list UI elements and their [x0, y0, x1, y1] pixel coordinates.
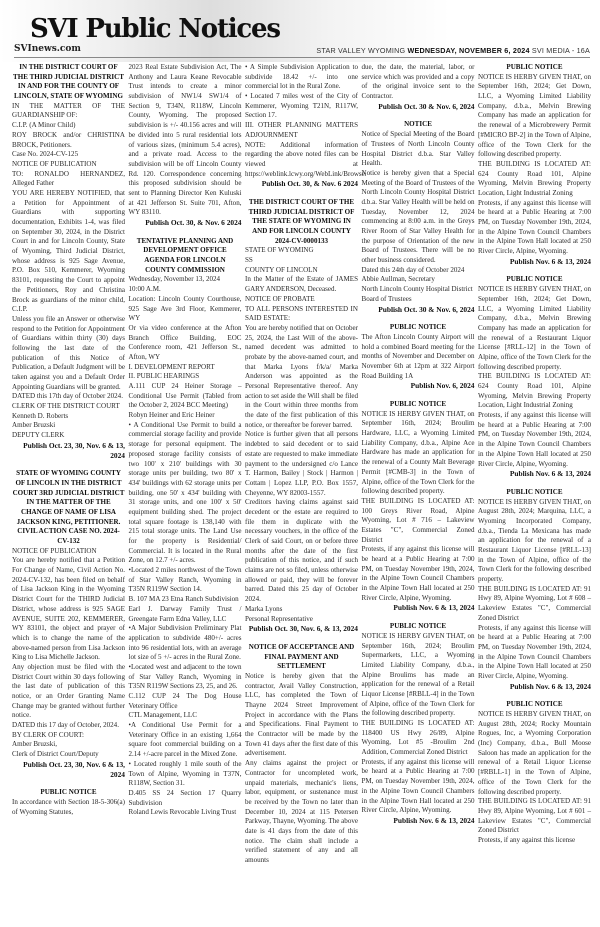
publish-dates: Publish Nov. 6 & 13, 2024 — [393, 603, 475, 613]
notice-paragraph: • Located 7 miles west of the City of Kemmerer, Wyoming T21N, R117W, Section 17. — [245, 92, 358, 120]
notice-paragraph: NOTE: Additional information regarding the above noted files can be viewed at https://weblink.lcwy.org/WebLink/Browse. — [245, 140, 367, 178]
notice-paragraph: Wednesday, November 13, 2024 — [128, 275, 221, 284]
notice-paragraph: Any claims against the project or Contractor for uncompleted work, unpaid materials, mechanic's liens, labor, equipment, or sustenance must be received by the Town no later than December 10, 2024 at 115 Petersen Parkway, Thayne, Wyoming. The above date is 41 days from the date of this notice. The claim shall include a verified statement of any and all amounts — [245, 759, 358, 864]
issue-date: WEDNESDAY, NOVEMBER 6, 2024 — [407, 46, 530, 55]
notice-paragraph: The Afton Lincoln County Airport will hold a combined Board meeting for the months of November and December on November 6th at 12pm at 322 Airport Road Building 1A — [361, 332, 475, 380]
notice-paragraph: NOTICE OF PUBLICATION — [12, 159, 97, 168]
notice-paragraph: NOTICE IS HERBY GIVEN THAT, on August 28th, 2024; Rocky Mountain Rogues, Inc, a Wyoming Corporation (Inc) Company, d.b.a., Bull Moose Saloon has made an application for the renewal of a Retail Liquor License [#RBLL-1] in the Town of Alpine, office of the Town Clerk for the following described property. — [478, 710, 591, 796]
publish-dates: Publish Nov. 6, 2024 — [410, 381, 475, 391]
publish-dates: Publish Nov. 6 & 13, 2024 — [509, 256, 591, 266]
notice-paragraph: Board of Trustees — [361, 294, 412, 303]
notice-heading: PUBLIC NOTICE — [389, 323, 447, 332]
notice-paragraph: Amber Bruzski, — [12, 740, 58, 749]
website-link[interactable]: SVInews.com — [14, 44, 81, 54]
notice-paragraph: STATE OF WYOMING — [245, 246, 314, 255]
publish-dates: Publish Oct. 30, Nov. 6, & 13, 2024 — [248, 624, 358, 634]
notices-columns — [12, 63, 592, 866]
notice-paragraph: II. PUBLIC HEARINGS — [128, 372, 200, 381]
notice-heading: PUBLIC NOTICE — [506, 275, 563, 284]
notice-paragraph: CTL Management, LLC — [128, 711, 197, 720]
notice-paragraph: Robyn Heiner and Eric Heiner — [128, 411, 215, 420]
notice-paragraph: C.I.P. (A Minor Child) — [12, 121, 76, 130]
notice-paragraph: TO ALL PERSONS INTERESTED IN SAID ESTATE: — [245, 304, 358, 323]
notice-paragraph: Notice of Special Meeting of the Board of Trustees of North Lincoln County Hospital District d.b.a. Star Valley Health. — [361, 130, 475, 168]
notice-paragraph: Roland Lewis Revocable Living Trust — [128, 808, 237, 817]
notice-paragraph: Protests, if any against this license will be heard at a Public Hearing at 7:00 PM, on Tuesday November 19th, 2024, in the Alpine Town Council Chambers in the Alpine Town Hall located at 250 River Circle, Alpine, Wyoming. — [478, 198, 591, 256]
notice-paragraph: due, the date, the material, labor, or service which was provided and a copy of the original invoice sent to the Contractor. — [361, 63, 475, 101]
notice-heading: STATE OF WYOMING COUNTY OF LINCOLN IN THE DISTRICT COURT 3RD JUDICIAL DISTRICT IN THE MATTER OF THE CHANGE OF NAME OF LISA JACKSON KING, PETITIONER. CIVIL ACTION CASE NO. 2024-CV-132 — [12, 469, 125, 545]
notice-heading: IN THE DISTRICT COURT OF THE THIRD JUDICIAL DISTRICT IN AND FOR THE COUNTY OF LINCOLN, STATE OF WYOMING — [13, 63, 124, 101]
notice-paragraph: Creditors having claims against said decedent or the estate are required to file them in duplicate with the necessary vouchers, in the office of the Clerk of said Court, on or before three months after the date of the first publication of this notice, and if such claims are not so filed, unless otherwise allowed or paid, they will be forever barred. Dated this 25 day of October 2024. — [245, 498, 358, 604]
column-2 — [129, 63, 242, 866]
notice-paragraph: Protests, if any against this license will be heard at a Public Hearing at 7:00 PM, on Tuesday November 19th, 2024, in the Alpine Town Council Chambers in the Alpine Town Hall located at 250 River Circle, Alpine, Wyoming. — [361, 545, 475, 602]
notice-paragraph: I. DEVELOPMENT REPORT — [128, 362, 215, 371]
notice-paragraph: Personal Representative — [245, 614, 313, 623]
publish-dates: Publish Nov. 6 & 13, 2024 — [393, 815, 475, 825]
notice-paragraph: Protests, if any against this license will be heard at a Public Hearing at 7:00 PM, on Tuesday November 19th, 2024, in the Alpine Town Council Chambers in the Alpine Town Hall located at 250 River Circle, Alpine, Wyoming. — [478, 623, 591, 680]
page-number: SVI MEDIA - 16A — [531, 46, 590, 55]
header-rule — [14, 57, 590, 58]
notice-paragraph: THE BUILDING IS LOCATED AT: 91 Hwy 89, Alpine Wyoming, Lot # 601 – Lakeview Estates "C", Commercial Zoned District — [478, 797, 591, 835]
column-1 — [12, 63, 125, 866]
notice-paragraph: Notice is hereby given that a Special Meeting of the Board of Trustees of the North Lincoln County Hospital District d.b.a. Star Valley Health will be held on Tuesday, November 12, 2024 commencing at 8:00 a.m. in the Greys River Room of Star Valley Health for the purpose of Orientation of the new Board of Trustees. There will be no other business considered. — [361, 168, 475, 265]
notice-paragraph: TO: RONALDO HERNANDEZ, Alleged Father — [12, 169, 125, 188]
publish-dates: Publish Oct. 30 & Nov. 6, 2024 — [378, 304, 475, 314]
notice-heading: PUBLIC NOTICE — [40, 788, 97, 797]
publish-dates: Publish Nov. 6 & 13, 2024 — [509, 469, 591, 479]
notice-paragraph: DATED this 17 day of October, 2024. — [12, 721, 119, 730]
notice-paragraph: •A Major Subdivision Preliminary Plat application to subdivide 480+/- acres into 96 residential lots, with an average lot size of 5 +/- acres in the Rural Zone. — [128, 624, 242, 662]
publish-dates: Publish Oct. 30 & Nov. 6, 2024 — [378, 101, 475, 111]
notice-paragraph: NOTICE OF PUBLICATION — [12, 546, 97, 555]
notice-paragraph: Clerk of District Court/Deputy — [12, 750, 99, 759]
notice-paragraph: 2023 Real Estate Subdivision Act, The Anthony and Laura Keane Revocable Trust intends to create a minor subdivision of NW1/4 SW1/4 of Section 9, T34N, R118W, Lincoln County, Wyoming. The proposed subdivision is +/- 40.156 acres and will be divided into 5 rural residential lots of various sizes, (minimum 5.4 acres), and a private road. Access to the subdivision will be off Lincoln County Rd. 120. Correspondence concerning this proposed subdivision should be sent to Planning Director Ken Kuluski at 421 Jefferson St. Suite 701, Afton, WY 83110. — [128, 63, 242, 217]
column-5 — [478, 63, 591, 866]
publish-dates: Publish Oct. 23, 30, Nov. 6 & 13, 2024 — [23, 759, 125, 779]
notice-paragraph: DEPUTY CLERK — [12, 431, 65, 440]
notice-paragraph: THE BUILDING IS LOCATED AT: 118400 US Hwy 26/89, Alpine Wyoming, Lot #5 -Broulim 2nd Addition, Commercial Zoned District — [361, 719, 475, 757]
notice-paragraph: Protests, if any against this license will be heard at a Public Hearing at 7:00 PM, on Tuesday November 19th, 2024, in the Alpine Town Council Chambers in the Alpine Town Hall located at 250 River Circle, Alpine, Wyoming. — [478, 411, 591, 468]
region: STAR VALLEY WYOMING — [316, 46, 406, 55]
notice-paragraph: Amber Bruzski — [12, 421, 56, 430]
notice-paragraph: YOU ARE HEREBY NOTIFIED, that a Petition for Appointment of Guardians with supporting documentation, Exhibits 1-4, was filed on September 30, 2024, in the District Court in and for Lincoln County, State of Wyoming, Third Judicial District, whose address is 925 Sage Avenue, P.O. Box 510, Kemmerer, Wyoming 83101, requesting the Court to appoint the Petitioners, Roy and Christina Brock as guardians of the minor child, C.I.P. — [12, 188, 125, 314]
notice-paragraph: •Located 2 miles northwest of the Town of Star Valley Ranch, Wyoming in T35N R119W Section 14. — [128, 566, 242, 594]
notice-paragraph: Case No. 2024-CV-125 — [12, 150, 79, 159]
notice-paragraph: ROY BROCK and/or CHRISTINA BROCK, Petitioners. — [12, 130, 125, 149]
notice-paragraph: Notice is hereby given that the contractor, Avail Valley Construction, LLC, has completed the Town of Thayne 2024 Street Improvement Project in accordance with the Plans and Specifications. Final Payment to the Contractor will be made by the Town 41 days after the first date of this advertisement. — [245, 671, 358, 758]
notice-paragraph: • A Simple Subdivision Application to subdivide 18.42 +/- into one commercial lot in the Rural Zone. — [245, 63, 358, 91]
notice-paragraph: Marka Lyons — [245, 604, 283, 613]
notice-paragraph: Dated this 24th day of October 2024 — [361, 265, 465, 274]
notice-paragraph: C.112 CUP 24 The Dog House Veterinary Office — [128, 692, 242, 710]
notice-paragraph: IN THE MATTER OF THE GUARDIANSHIP OF: — [12, 101, 125, 120]
dateline — [316, 46, 590, 55]
notice-paragraph: NOTICE IS HERBY GIVEN THAT, on September 16th, 2024; Get Down, LLC, a Wyoming Limited Liability Company, d.b.a., Melvin Brewing Company has made an application for the renewal of a Microbrewery Permit [#MICRO BP-2] in the Town of Alpine, office of the Town Clerk for the following described property. — [478, 72, 591, 159]
masthead — [0, 0, 600, 62]
notice-paragraph: THE BUILDING IS LOCATED AT: 91 Hwy 89, Alpine Wyoming, Lot # 608 – Lakeview Estates "C", Commercial Zoned District — [478, 584, 591, 622]
column-4 — [362, 63, 475, 866]
notice-paragraph: Unless you file an Answer or otherwise respond to the Petition for Appointment of Guardians within thirty (30) days following the last date of the publication of this Notice of Publication, a Default Judgment will be taken against you and a Default Order Appointing Guardians will be granted. — [12, 314, 125, 391]
notice-paragraph: B. 107 MA 23 Etna Ranch Subdivision — [128, 595, 239, 604]
notice-paragraph: Earl J. Darway Family Trust / Greengate Farm Edna Valley, LLC — [128, 604, 242, 623]
notice-paragraph: Notice is further given that all persons indebted to said decedent or to said estate are requested to make immediate payment to the undersigned c/o Lance T. Harmon, Bailey | Stock | Harmon | Cottam | Lopez LLP, P.O. Box 1557, Cheyenne, WY 82003-1557. — [245, 430, 358, 497]
notice-heading: NOTICE OF ACCEPTANCE AND FINAL PAYMENT AND SETTLEMENT — [248, 642, 355, 671]
notice-paragraph: North Lincoln County Hospital District — [361, 285, 473, 294]
notice-paragraph: You are hereby notified that on October 25, 2024, the Last Will of the above-named decedent was admitted to probate by the above-named court, and that Marka Lyons f/k/a/ Marka Anderson was appointed as the Personal Representative thereof. Any action to set aside the Will shall be filed in the Court within three months from the date of the first publication of this notice, or thereafter be forever barred. — [245, 323, 358, 429]
notice-paragraph: NOTICE OF PROBATE — [245, 294, 315, 303]
notice-paragraph: •A Conditional Use Permit for a Veterinary Office in an existing 1,664 square foot commercial building on a 2.14 +/-acre parcel in the Mixed Zone. — [128, 721, 242, 759]
notice-paragraph: NOTICE IS HERBY GIVEN THAT, on September 16th, 2024; Broulim Supermarkets, LLC, a Wyoming Limited Liability Company, d.b.a., Alpine Broulims has made an application for the renewal of a Retail Liquor License [#RBLL-4] in the Town of Alpine, office of the Town Clerk for the following described property. — [361, 631, 475, 718]
publish-dates: Publish Nov. 6 & 13, 2024 — [509, 681, 591, 691]
notice-paragraph: THE BUILDING IS LOCATED AT: 624 County Road 101, Alpine Wyoming, Melvin Brewing Property Location, Light Industrial Zoning — [478, 159, 591, 197]
notice-paragraph: THE BUILDING IS LOCATED AT: 100 Greys River Road, Alpine Wyoming, Lot # 716 – Lakeview Estates "C", Commercial Zoned District — [361, 496, 475, 544]
notice-paragraph: A.111 CUP 24 Heiner Storage – Conditional Use Permit (Tabled from the October 2, 2024 BCC Meeting) — [128, 382, 242, 410]
notice-paragraph: Any objection must be filed with the District Court within 30 days following the last date of publication of this notice, or an Order Granting Name Change may be granted without further notice. — [12, 662, 125, 720]
notice-paragraph: • Located roughly 1 mile south of the Town of Alpine, Wyoming in T37N, R118W, Section 31. — [128, 759, 242, 788]
notice-heading: PUBLIC NOTICE — [389, 400, 447, 408]
notice-paragraph: You are hereby notified that a Petition For Change of Name, Civil Action No. 2024-CV-132, has been filed on behalf of Lisa Jackson King in the Wyoming District Court for the THIRD Judicial District, whose address is 925 SAGE AVENUE, SUITE 202, KEMMERER, WY 83101, the object and prayer of which is to change the name of the above-named person from Lisa Jackson King to Lisa Michelle Jackson. — [12, 556, 125, 662]
notice-heading: TENTATIVE PLANNING AND DEVELOPMENT OFFICE AGENDA FOR LINCOLN COUNTY COMMISSION — [136, 236, 234, 274]
notice-paragraph: In accordance with Section 18-5-306(a) of Wyoming Statutes, — [12, 797, 125, 816]
notice-paragraph: BY CLERK OF COURT: — [12, 730, 84, 739]
notice-heading: PUBLIC NOTICE — [506, 700, 563, 709]
notice-paragraph: DATED this 17th day of October 2024. — [12, 392, 123, 401]
column-3 — [245, 63, 367, 866]
notice-paragraph: 10:00 A.M. — [128, 285, 161, 294]
notice-paragraph: Protests, if any against this license — [478, 835, 576, 844]
page-title: SVI Public Notices — [30, 14, 280, 44]
notice-heading: PUBLIC NOTICE — [389, 622, 447, 631]
notice-paragraph: Protests, if any against this license will be heard at a Public Hearing at 7:00 PM, on Tuesday November 19th, 2024, in the Alpine Town Council Chambers in the Alpine Town Hall located at 250 River Circle, Alpine, Wyoming. — [361, 757, 475, 815]
notice-paragraph: COUNTY OF LINCOLN — [245, 265, 318, 274]
notice-paragraph: •Located west and adjacent to the town of Star Valley Ranch, Wyoming in T35N R119W Sections 23, 25, and 26. — [128, 662, 242, 691]
notice-paragraph: Or via video conference at the Afton Branch Office Building, EOC Conference room, 421 Jefferson St., Afton, WY — [128, 323, 242, 361]
notice-paragraph: Location: Lincoln County Courthouse, 925 Sage Ave 3rd Floor, Kemmerer, WY — [128, 294, 242, 323]
notice-paragraph: NOTICE IS HERBY GIVEN THAT, on September 16th, 2024; Get Down, LLC, a Wyoming Limited Liability Company, d.b.a., Melvin Brewing Company has made an application for the renewal of a Restaurant Liquor License [#RLL-12] in the Town of Alpine, office of the Town Clerk for the following described property. — [478, 285, 591, 371]
notice-paragraph: In the Matter of the Estate of JAMES GARY ANDERSON, Deceased. — [245, 275, 358, 294]
publish-dates: Publish Oct. 23, 30, Nov. 6 & 13, 2024 — [23, 440, 125, 460]
notice-heading: PUBLIC NOTICE — [506, 487, 563, 496]
notice-paragraph: SS — [245, 256, 253, 265]
notice-paragraph: NOTICE IS HERBY GIVEN THAT, on September 16th, 2024; Broulim Hardware, LLC, a Wyoming Limited Liability Company, d.b.a., Alpine Ace Hardware has made an application for the renewal of a County Malt Beverage Permit [#CMB-3] in the Town of Alpine, office of the Town Clerk for the following described property. — [361, 409, 475, 496]
notice-paragraph: Abbie Aullman, Secretary — [361, 275, 435, 284]
notice-paragraph: III. OTHER PLANNING MATTERS ADJOURNMENT — [245, 121, 358, 139]
notice-heading: THE DISTRICT COURT OF THE THIRD JUDICIAL DISTRICT OF THE STATE OF WYOMING IN AND FOR LINCOLN COUNTY 2024-CV-0000133 — [248, 197, 355, 245]
notice-paragraph: THE BUILDING IS LOCATED AT: 624 County Road 101, Alpine Wyoming, Melvin Brewing Property Location, Light Industrial Zoning — [478, 372, 591, 410]
notice-paragraph: Kenneth D. Roberts — [12, 411, 69, 420]
notice-heading: NOTICE — [404, 120, 432, 129]
publish-dates: Publish Oct. 30, & Nov. 6 2024 — [145, 218, 242, 227]
notice-heading: PUBLIC NOTICE — [506, 63, 563, 71]
publish-dates: Publish Oct. 30, & Nov. 6 2024 — [261, 179, 358, 189]
notice-paragraph: CLERK OF THE DISTRICT COURT — [12, 402, 120, 411]
notice-paragraph: NOTICE IS HERBY GIVEN THAT, on August 28th, 2024; Marquina, LLC, a Wyoming Incorporated Company, d.b.a., Tienda La Mexicana has made an application for the renewal of a Restaurant Liquor License [#RLL-13] in the Town of Alpine, office of the Town Clerk for the following described property. — [478, 497, 591, 584]
notice-paragraph: • A Conditional Use Permit to build a commercial storage facility and provide storage for personal equipment. The proposed storage facility consists of two 100' x 210' buildings with 30 storage units per building, two 80' x 434' buildings with 62 storage units per building, one 50' x 434' building with 31 storage units, and one 100' x 50' equipment building shed. The project total square footage is 138,140 with 215 total storage units. The Land Use for the property is Residential/ Commercial. It is located in the Rural Zone, on 12.7 +/- acres. — [128, 420, 242, 565]
notice-paragraph: D.405 SS 24 Section 17 Quarry Subdivision — [128, 788, 242, 807]
